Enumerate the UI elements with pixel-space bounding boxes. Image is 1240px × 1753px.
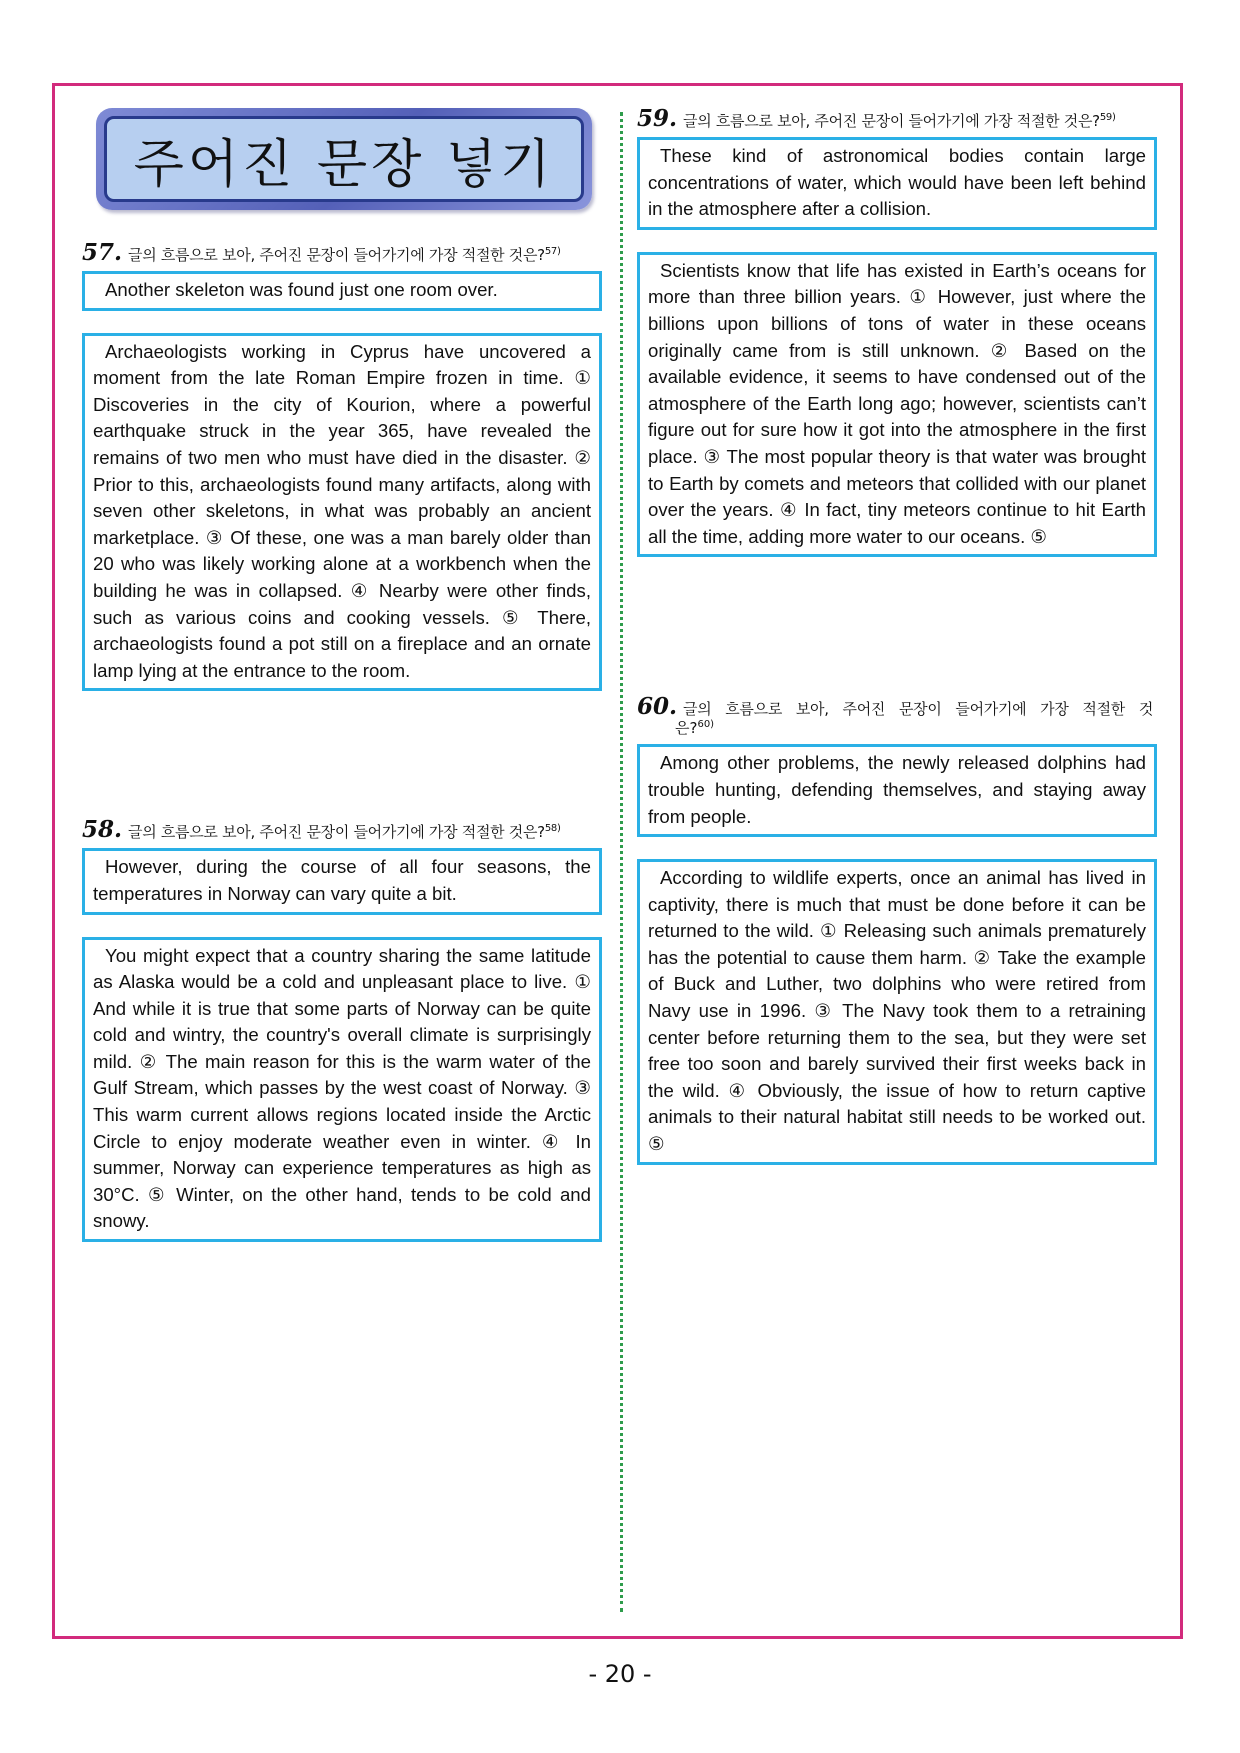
passage-box [637,859,1157,1165]
question-prompt: 글의 흐름으로 보아, 주어진 문장이 들어가기에 가장 적절한 것 [683,700,1154,719]
given-sentence: Among other problems, the newly released dolphins had trouble hunting, defending themselves, and staying away from people. [648,752,1146,827]
column-divider [620,112,623,1612]
question-58-heading [82,816,602,844]
given-sentence: Another skeleton was found just one room over. [105,279,498,300]
question-number: 57. [82,239,123,266]
footnote-marker: 57) [544,246,561,257]
given-sentence-box [637,137,1157,230]
question-59-heading [637,105,1157,132]
given-sentence-box [82,848,602,914]
right-column [637,105,1157,1165]
passage-box [82,333,602,692]
passage-box [637,252,1157,558]
passage-text: Scientists know that life has existed in Earth’s oceans for more than three billion years. ① However, just where the billions upon billions of tons of water in these oceans originally came from is still unknown. ② Based on the available evidence, it seems to have condensed out of the atmosphere of the Earth long ago; however, scientists can’t figure out for sure how it got into the atmosphere in the first place. ③ The most popular theory is that water was brought to Earth by comets and meteors that collided with our planet over the years. ④ In fact, tiny meteors continue to hit Earth all the time, adding more water to our oceans. ⑤ [648,259,1146,547]
footnote-marker: 59) [1099,112,1116,123]
question-prompt: 글의 흐름으로 보아, 주어진 문장이 들어가기에 가장 적절한 것은?$^{59)}$ [683,112,1116,130]
given-sentence-box [637,744,1157,837]
page-number: - 20 - [588,1660,652,1688]
question-60-heading [637,693,1157,721]
question-prompt: 글의 흐름으로 보아, 주어진 문장이 들어가기에 가장 적절한 것은?$^{58)}$ [128,823,561,842]
question-prompt: 글의 흐름으로 보아, 주어진 문장이 들어가기에 가장 적절한 것은?$^{57)}$ [128,246,561,264]
given-sentence: However, during the course of all four seasons, the temperatures in Norway can vary quite a bit. [93,856,591,904]
passage-box [82,937,602,1243]
title-inner [104,116,584,202]
question-number: 59. [637,105,678,132]
title-banner [96,108,592,210]
given-sentence-box [82,271,602,311]
given-sentence: These kind of astronomical bodies contain large concentrations of water, which would have been left behind in the atmosphere after a collision. [648,145,1146,220]
question-57-heading [82,239,602,266]
left-column [82,108,602,1242]
passage-text: You might expect that a country sharing the same latitude as Alaska would be a cold and unpleasant place to live. ① And while it is true that some parts of Norway can be quite cold and wintry, the country's overall climate is surprisingly mild. ② The main reason for this is the warm water of the Gulf Stream, which passes by the west coast of Norway. ③ This warm current allows regions located inside the Arctic Circle to enjoy moderate weather even in winter. ④ In summer, Norway can experience temperatures as high as 30°C. ⑤ Winter, on the other hand, tends to be cold and snowy. [93,944,591,1232]
footnote-marker: 60) [697,719,715,731]
passage-text: According to wildlife experts, once an animal has lived in captivity, there is much that must be done before it can be returned to the wild. ① Releasing such animals prematurely has the potential to cause them harm. ② Take the example of Buck and Luther, two dolphins who were retired from Navy use in 1996. ③ The Navy took them to a retraining center before returning them to the sea, but they were set free too soon and barely survived their first weeks back in the wild. ④ Obviously, the issue of how to return captive animals to their natural habitat still needs to be worked out. ⑤ [648,867,1146,1155]
page-title: 주어진 문장 넣기 [133,134,555,195]
question-number: 58. [82,816,123,844]
question-prompt-continued: 은?$^{60)}$ [675,719,715,738]
question-number: 60. [637,693,678,721]
footnote-marker: 58) [544,823,561,835]
passage-text: Archaeologists working in Cyprus have uncovered a moment from the late Roman Empire frozen in time. ① Discoveries in the city of Kourion, where a powerful earthquake struck in the year 365, have revealed the remains of two men who must have died in the disaster. ② Prior to this, archaeologists found many artifacts, along with seven other skeletons, in what was probably an ancient marketplace. ③ Of these, one was a man barely older than 20 who was likely working alone at a workbench when the building he was in collapsed. ④ Nearby were other finds, such as various coins and cooking vessels. ⑤ There, archaeologists found a pot still on a fireplace and an ornate lamp lying at the entrance to the room. [93,340,591,681]
